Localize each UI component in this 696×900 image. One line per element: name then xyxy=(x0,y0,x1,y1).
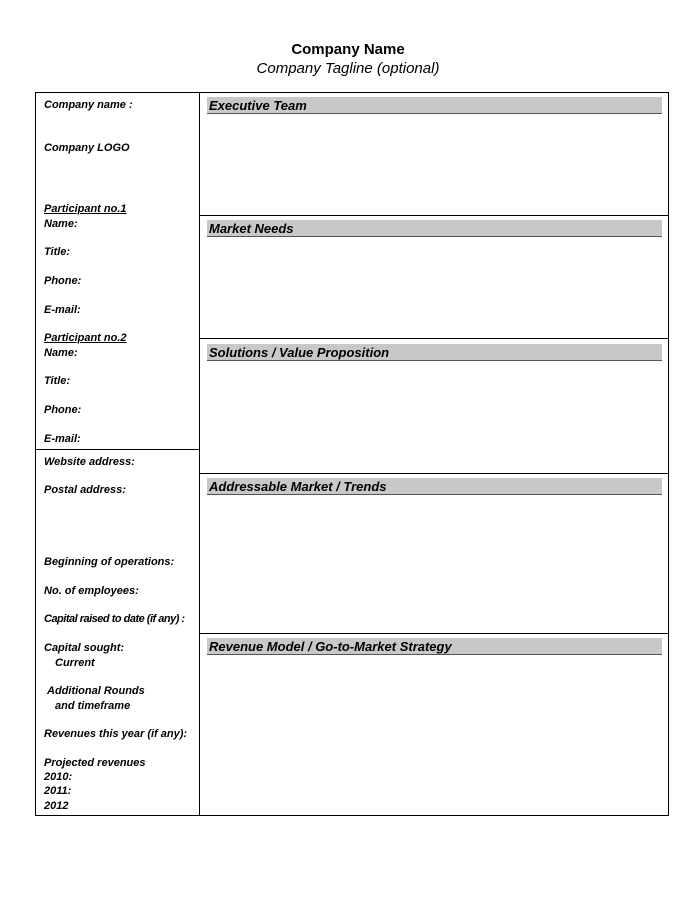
solutions-header: Solutions / Value Proposition xyxy=(207,344,662,361)
revenue-model-header: Revenue Model / Go-to-Market Strategy xyxy=(207,638,662,655)
year-2010-label: 2010: xyxy=(44,771,73,783)
employees-label: No. of employees: xyxy=(44,585,139,597)
participant1-email-label: E-mail: xyxy=(44,304,81,316)
participant1-phone-label: Phone: xyxy=(44,275,82,287)
addressable-market-header: Addressable Market / Trends xyxy=(207,478,662,495)
right-divider-1 xyxy=(199,215,668,216)
right-divider-2 xyxy=(199,338,668,339)
projected-revenues-label: Projected revenues xyxy=(44,757,146,769)
executive-team-header: Executive Team xyxy=(207,97,662,114)
right-divider-4 xyxy=(199,633,668,634)
participant2-email-label: E-mail: xyxy=(44,433,81,445)
revenues-year-label: Revenues this year (if any): xyxy=(44,728,188,740)
current-label: Current xyxy=(55,657,95,669)
participant1-heading: Participant no.1 xyxy=(44,203,127,215)
timeframe-label: and timeframe xyxy=(55,700,131,712)
participant1-name-label: Name: xyxy=(44,218,78,230)
left-divider xyxy=(36,449,199,450)
form-frame xyxy=(35,92,669,816)
company-logo-label: Company LOGO xyxy=(44,142,130,154)
column-divider xyxy=(199,93,200,815)
postal-label: Postal address: xyxy=(44,484,126,496)
year-2011-label: 2011: xyxy=(44,785,72,797)
year-2012-label: 2012 xyxy=(44,800,69,812)
capital-raised-label: Capital raised to date (if any) : xyxy=(44,613,185,625)
participant2-name-label: Name: xyxy=(44,347,78,359)
right-divider-3 xyxy=(199,473,668,474)
beginning-label: Beginning of operations: xyxy=(44,556,175,568)
company-name-label: Company name : xyxy=(44,99,133,111)
participant1-title-label: Title: xyxy=(44,246,71,258)
capital-sought-label: Capital sought: xyxy=(44,642,125,654)
company-tagline: Company Tagline (optional) xyxy=(256,60,440,77)
company-name-title: Company Name xyxy=(291,41,405,58)
additional-rounds-label: Additional Rounds xyxy=(47,685,145,697)
website-label: Website address: xyxy=(44,456,135,468)
market-needs-header: Market Needs xyxy=(207,220,662,237)
participant2-heading: Participant no.2 xyxy=(44,332,127,344)
participant2-title-label: Title: xyxy=(44,375,71,387)
participant2-phone-label: Phone: xyxy=(44,404,82,416)
